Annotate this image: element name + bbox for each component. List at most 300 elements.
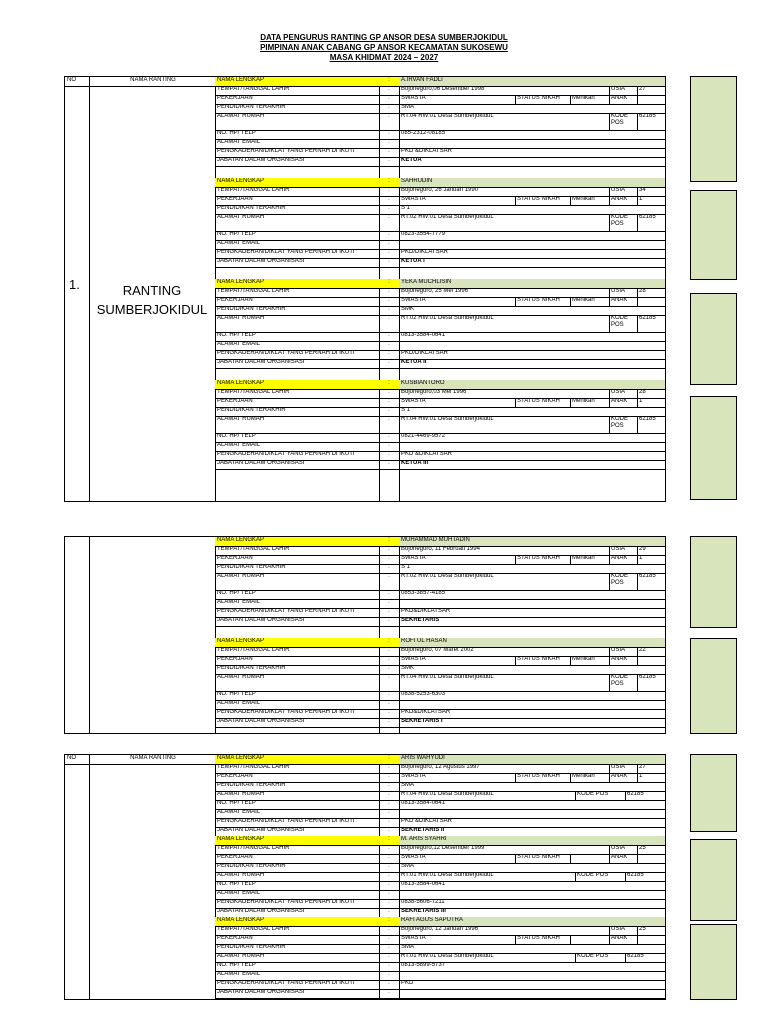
value-jabatan: KETUA III [401,460,429,466]
value-status-nikah: Menikah [572,555,595,561]
value-diklat: PKD/DIKLATSAR [401,249,448,255]
grid-line [637,656,638,665]
value-jabatan: KETUA [401,157,422,163]
value-diklat: PKD [401,980,414,986]
colon: : [388,590,390,596]
value-nama: SAHRUDIN [399,178,665,187]
value-kode-pos: 62185 [639,315,656,321]
label-ttl: TEMPAT/TANGGAL LAHIR [217,187,290,193]
colon: : [388,350,390,356]
grid-line [609,845,610,854]
colon: : [379,279,399,288]
label-anak: ANAK [611,196,628,202]
colon: : [388,306,390,312]
label-alamat: ALAMAT RUMAH [217,573,265,579]
grid-line [609,573,610,590]
label-pekerjaan: PEKERJAAN [217,773,253,779]
label-status-nikah: STATUS NIKAH [517,773,560,779]
grid-line [570,854,571,863]
label-usia: USIA [611,926,626,932]
value-anak [637,656,665,665]
label-email: ALAMAT EMAIL [217,809,261,815]
label-nama: NAMA LENGKAP [215,836,379,845]
label-diklat: PENGKADERAN/DIKLAT YANG PERNAH DI IKUTI [217,451,355,457]
label-kode-pos: KODE POS [577,953,609,959]
label-pendidikan: PENDIDIKAN TERAKHIR [217,782,286,788]
grid-line [575,872,576,881]
value-pekerjaan: SWASTA [401,656,426,662]
photo-box [690,190,737,280]
label-kode-pos: KODE POS [611,674,629,687]
colon: : [388,315,390,321]
colon: : [388,249,390,255]
label-diklat: PENGKADERAN/DIKLAT YANG PERNAH DI IKUTI [217,980,355,986]
label-anak: ANAK [611,773,628,779]
value-jabatan: SEKRETARIS [401,617,440,623]
grid-line [625,953,626,962]
grid-line [637,773,638,782]
value-anak: 1 [639,196,643,202]
value-usia: 27 [639,764,646,770]
value-ttl: Bojonegoro, 12 Agustus 1997 [401,764,480,770]
grid-line [609,773,610,782]
value-email [399,890,665,899]
grid-line [65,764,215,765]
grid-line [609,926,610,935]
label-ttl: TEMPAT/TANGGAL LAHIR [217,845,290,851]
label-pendidikan: PENDIDIKAN TERAKHIR [217,407,286,413]
grid-line [637,214,638,231]
colon: : [388,709,390,715]
photo-box [690,638,737,734]
colon: : [388,555,390,561]
label-alamat: ALAMAT RUMAH [217,674,265,680]
colon: : [388,962,390,968]
label-hp: NO. HP/ TELP [217,691,256,697]
colon: : [388,258,390,264]
label-ttl: TEMPAT/TANGGAL LAHIR [217,288,290,294]
colon: : [388,764,390,770]
grid-line [637,845,638,854]
ranting-number: 1. [69,277,80,292]
label-anak: ANAK [611,555,628,561]
colon: : [388,953,390,959]
grid-line [637,854,638,863]
value-ttl: Bojonegoro,06 Desember 1998 [401,86,485,92]
value-anak [637,297,665,306]
section-ranting-1 [64,76,666,502]
value-anak [637,95,665,104]
colon: : [388,782,390,788]
value-usia: 25 [639,845,646,851]
colon: : [379,755,399,764]
grid-line [609,196,610,205]
value-pendidikan: SMA [401,863,415,869]
colon: : [379,638,399,647]
label-kode-pos: KODE POS [577,791,609,797]
ranting-name-line-1: RANTING [122,283,182,298]
value-jabatan [399,989,665,998]
value-nama: A.IRVAN FADLI [399,77,665,86]
label-diklat: PENGKADERAN/DIKLAT YANG PERNAH DI IKUTI [217,709,355,715]
label-usia: USIA [611,764,626,770]
label-pekerjaan: PEKERJAAN [217,196,253,202]
label-jabatan: JABATAN DALAM ORGANISASI [217,718,305,724]
grid-line [515,555,516,564]
value-pendidikan: SMA [401,944,415,950]
label-pendidikan: PENDIDIKAN TERAKHIR [217,205,286,211]
label-email: ALAMAT EMAIL [217,890,261,896]
grid-line [637,647,638,656]
label-nama: NAMA LENGKAP [215,537,379,546]
value-alamat: RT:04 RW:01 Desa SumberjokiduL [401,674,494,680]
label-nama: NAMA LENGKAP [215,77,379,86]
value-pendidikan: S 1 [401,564,411,570]
grid-line [609,647,610,656]
label-anak: ANAK [611,656,628,662]
colon: : [388,86,390,92]
value-pekerjaan: SWASTA [401,854,426,860]
value-diklat: PKD/DIKLATSAR [401,350,448,356]
colon: : [388,433,390,439]
value-hp: 0823-3554-7779 [401,231,446,237]
value-pendidikan: SMA [401,782,415,788]
value-alamat: RT:04 RW:01 Desa SumberjokiduL [401,113,494,119]
colon: : [388,773,390,779]
colon: : [388,196,390,202]
label-jabatan: JABATAN DALAM ORGANISASI [217,617,305,623]
value-status-nikah: Menikah [572,656,595,662]
label-anak: ANAK [611,854,628,860]
value-email [399,809,665,818]
value-nama: RAFI AGUS SAPUTRA [399,917,665,926]
colon: : [388,845,390,851]
grid-line [570,656,571,665]
colon: : [388,691,390,697]
label-pendidikan: PENDIDIKAN TERAKHIR [217,564,286,570]
value-pendidikan: SMK [401,306,415,312]
value-ttl: Bojonegoro, 26 Januari 1990 [401,187,479,193]
label-nama: NAMA LENGKAP [215,638,379,647]
grid-line [575,953,576,962]
grid-line [609,416,610,433]
label-jabatan: JABATAN DALAM ORGANISASI [217,258,305,264]
grid-line [637,573,638,590]
title-line-3: MASA KHIDMAT 2024 – 2027 [329,53,439,62]
label-usia: USIA [611,187,626,193]
label-email: ALAMAT EMAIL [217,341,261,347]
value-email [399,341,665,350]
label-jabatan: JABATAN DALAM ORGANISASI [217,908,305,914]
grid-line [637,764,638,773]
label-hp: NO. HP/ TELP [217,130,256,136]
grid-line [609,674,610,691]
label-status-nikah: STATUS NIKAH [517,935,560,941]
colon: : [388,332,390,338]
label-ttl: TEMPAT/TANGGAL LAHIR [217,86,290,92]
value-jabatan: KETUA II [401,359,427,365]
grid-line [215,998,665,999]
value-alamat: RT:02 RW:01 Desa SumberjokiduL [401,315,494,321]
grid-line [570,555,571,564]
label-hp: NO. HP/ TELP [217,433,256,439]
colon: : [388,791,390,797]
grid-line [637,95,638,104]
colon: : [388,113,390,119]
grid-line [637,288,638,297]
label-diklat: PENGKADERAN/DIKLAT YANG PERNAH DI IKUTI [217,899,355,905]
value-nama: YEKA MUCHLISIN [399,279,665,288]
section-ranting-2 [64,536,666,734]
label-pendidikan: PENDIDIKAN TERAKHIR [217,863,286,869]
grid-line [625,872,626,881]
label-kode-pos: KODE POS [611,315,629,328]
label-kode-pos: KODE POS [577,872,609,878]
colon: : [388,971,390,977]
colon: : [388,608,390,614]
value-status-nikah [570,935,609,944]
grid-line [609,764,610,773]
label-kode-pos: KODE POS [611,416,629,429]
value-email [399,599,665,608]
label-alamat: ALAMAT RUMAH [217,872,265,878]
colon: : [388,442,390,448]
value-nama: ARIS WAHYUDI [399,755,665,764]
value-hp: 0838-5253-6303 [401,691,446,697]
grid-line [609,546,610,555]
colon: : [388,908,390,914]
colon: : [388,818,390,824]
value-nama: M. ARIS SYAHRI [399,836,665,845]
ranting-name-line-2: SUMBERJOKIDUL [96,302,208,317]
colon: : [388,359,390,365]
label-status-nikah: STATUS NIKAH [517,854,560,860]
colon: : [388,564,390,570]
value-email [399,700,665,709]
label-jabatan: JABATAN DALAM ORGANISASI [217,157,305,163]
grid-line [609,656,610,665]
value-nama: KUSBIANTORO [399,380,665,389]
title-line-1: DATA PENGURUS RANTING GP ANSOR DESA SUMBERJOKIDUL [260,33,508,42]
label-anak: ANAK [611,95,628,101]
value-anak [637,935,665,944]
grid-line [609,187,610,196]
value-usia: 22 [639,647,646,653]
photo-box [690,76,737,182]
value-alamat: RT:01 RW:01 Desa SumberjokiduL [401,953,494,959]
colon: : [379,836,399,845]
colon: : [388,416,390,422]
grid-line [65,86,215,87]
colon: : [388,647,390,653]
value-pekerjaan: SWASTA [401,935,426,941]
label-email: ALAMAT EMAIL [217,700,261,706]
label-diklat: PENGKADERAN/DIKLAT YANG PERNAH DI IKUTI [217,608,355,614]
value-usia: 28 [639,288,646,294]
colon: : [388,240,390,246]
grid-line [215,727,665,728]
label-diklat: PENGKADERAN/DIKLAT YANG PERNAH DI IKUTI [217,350,355,356]
grid-line [637,315,638,332]
value-status-nikah [570,854,609,863]
label-diklat: PENGKADERAN/DIKLAT YANG PERNAH DI IKUTI [217,148,355,154]
value-pendidikan: S 1 [401,407,411,413]
label-kode-pos: KODE POS [611,573,629,586]
grid-line [609,288,610,297]
label-usia: USIA [611,389,626,395]
grid-line [515,773,516,782]
colon: : [388,231,390,237]
value-pekerjaan: SWASTA [401,297,426,303]
grid-line [609,389,610,398]
label-usia: USIA [611,86,626,92]
label-email: ALAMAT EMAIL [217,599,261,605]
colon: : [388,214,390,220]
label-pekerjaan: PEKERJAAN [217,398,253,404]
grid-line [570,297,571,306]
colon: : [388,130,390,136]
label-nama: NAMA LENGKAP [215,755,379,764]
colon: : [388,863,390,869]
colon: : [388,460,390,466]
header-nama-ranting: NAMA RANTING [130,755,176,761]
value-hp: 0821-4469-9572 [401,433,446,439]
value-nama: ROFI UL HASAN [399,638,665,647]
grid-line [625,791,626,800]
colon: : [388,718,390,724]
value-jabatan: SEKRETARIS III [401,908,446,914]
grid-line [637,935,638,944]
label-hp: NO. HP/ TELP [217,800,256,806]
colon: : [388,617,390,623]
value-pendidikan: SMA [401,104,415,110]
value-jabatan: KETUA I [401,258,425,264]
value-kode-pos: 62185 [627,791,644,797]
colon: : [388,935,390,941]
colon: : [379,917,399,926]
label-status-nikah: STATUS NIKAH [517,398,560,404]
label-ttl: TEMPAT/TANGGAL LAHIR [217,926,290,932]
grid-line [515,854,516,863]
label-pekerjaan: PEKERJAAN [217,95,253,101]
value-email [399,442,665,451]
header-nama-ranting: NAMA RANTING [130,77,176,83]
grid-line [609,555,610,564]
value-usia: 34 [639,187,646,193]
label-pendidikan: PENDIDIKAN TERAKHIR [217,104,286,110]
label-hp: NO. HP/ TELP [217,590,256,596]
grid-line [609,315,610,332]
colon: : [388,288,390,294]
value-hp: 0813-3584-0641 [401,332,446,338]
photo-box [690,924,737,1000]
value-alamat: RT:04 RW:01 Desa SumberjokiduL [401,791,494,797]
grid-line [609,86,610,95]
label-jabatan: JABATAN DALAM ORGANISASI [217,359,305,365]
grid-line [637,113,638,130]
grid-line [637,555,638,564]
value-kode-pos: 62185 [627,872,644,878]
photo-box [690,293,737,385]
value-nama: MUHAMMAD MUHTADIN [399,537,665,546]
grid-line [637,297,638,306]
colon: : [388,104,390,110]
label-alamat: ALAMAT RUMAH [217,113,265,119]
label-hp: NO. HP/ TELP [217,881,256,887]
label-usia: USIA [611,288,626,294]
value-alamat: RT:04 RW:01 Desa SumberjokiduL [401,416,494,422]
value-email [399,139,665,148]
value-hp: 0813-5899-5737 [401,962,446,968]
label-pendidikan: PENDIDIKAN TERAKHIR [217,944,286,950]
value-usia: 25 [639,926,646,932]
value-kode-pos: 62185 [627,953,644,959]
label-status-nikah: STATUS NIKAH [517,297,560,303]
colon: : [379,77,399,86]
label-usia: USIA [611,647,626,653]
label-jabatan: JABATAN DALAM ORGANISASI [217,827,305,833]
value-status-nikah: Menikah [572,95,595,101]
label-pekerjaan: PEKERJAAN [217,854,253,860]
grid-line [570,95,571,104]
grid-line [609,113,610,130]
colon: : [388,656,390,662]
label-usia: USIA [611,546,626,552]
title-line-2: PIMPINAN ANAK CABANG GP ANSOR KECAMATAN SUKOSEWU [260,43,508,52]
value-pendidikan: S 1 [401,205,411,211]
colon: : [379,380,399,389]
grid-line [575,791,576,800]
label-hp: NO. HP/ TELP [217,231,256,237]
label-email: ALAMAT EMAIL [217,971,261,977]
grid-line [515,935,516,944]
grid-line [637,86,638,95]
label-jabatan: JABATAN DALAM ORGANISASI [217,989,305,995]
label-kode-pos: KODE POS [611,214,629,227]
value-usia: 29 [639,546,646,552]
grid-line [89,537,90,733]
colon: : [388,407,390,413]
colon: : [388,809,390,815]
grid-line [215,626,665,627]
grid-line [609,398,610,407]
photo-box [690,396,737,500]
value-ttl: Bojonegoro, 11 Februati 1994 [401,546,480,552]
photo-box [690,536,737,628]
grid-line [570,773,571,782]
label-ttl: TEMPAT/TANGGAL LAHIR [217,546,290,552]
value-diklat: PKD &DIKLATSAR [401,148,452,154]
label-anak: ANAK [611,297,628,303]
value-pendidikan: SMK [401,665,415,671]
colon: : [388,674,390,680]
value-email [399,240,665,249]
colon: : [388,899,390,905]
value-email [399,971,665,980]
colon: : [388,980,390,986]
label-nama: NAMA LENGKAP [215,178,379,187]
value-diklat: PKD&DIKLATSAR [401,608,451,614]
label-alamat: ALAMAT RUMAH [217,315,265,321]
grid-line [515,196,516,205]
section-ranting-3 [64,754,666,1000]
value-hp: 0813-3584-0641 [401,800,446,806]
label-diklat: PENGKADERAN/DIKLAT YANG PERNAH DI IKUTI [217,249,355,255]
label-ttl: TEMPAT/TANGGAL LAHIR [217,389,290,395]
grid-line [637,398,638,407]
value-diklat: 0838-5606-7211 [401,899,445,905]
colon: : [388,297,390,303]
